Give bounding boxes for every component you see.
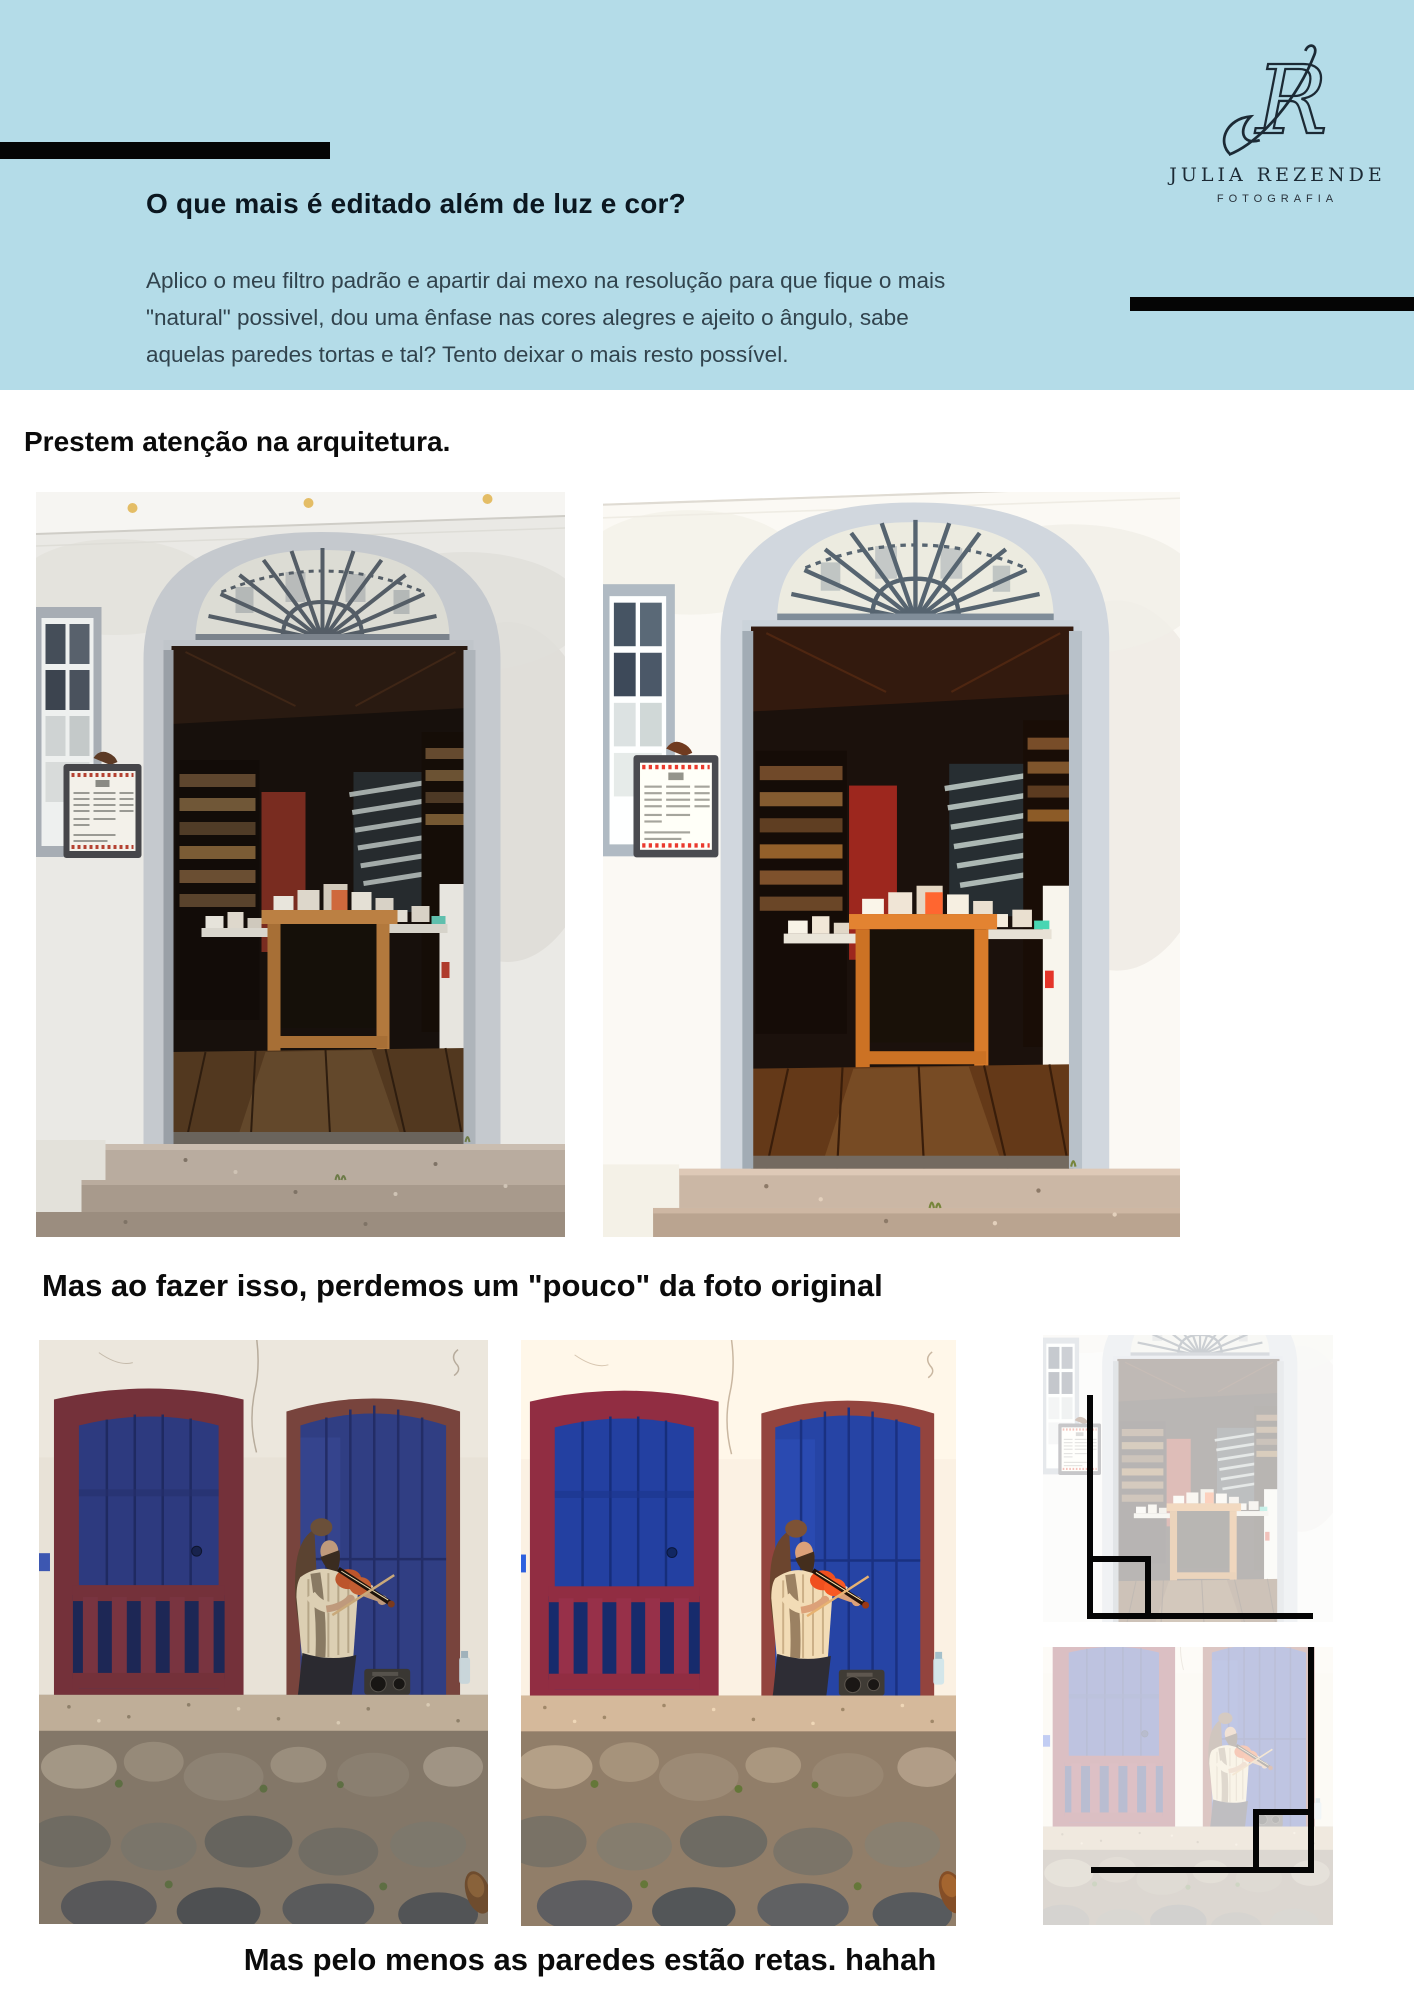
crop-mark-line [1087, 1613, 1313, 1619]
crop-mark-line [1253, 1809, 1259, 1873]
crop-mark-line [1308, 1647, 1314, 1873]
architecture-heading: Prestem atenção na arquitetura. [24, 426, 451, 457]
photo-bookstore-original [36, 492, 565, 1237]
crop-mark-line [1087, 1395, 1093, 1619]
logo-monogram-letter: R [1255, 45, 1327, 156]
crop-mark-line [1087, 1556, 1151, 1562]
logo [1150, 40, 1405, 230]
footer-caption: Mas pelo menos as paredes estão retas. hahah [243, 1942, 937, 1977]
crop-mark-line [1253, 1809, 1314, 1815]
photo-bookstore-crop-preview [1043, 1335, 1333, 1622]
logo-name: JULIA REZENDE [1169, 164, 1386, 186]
crop-mark-line [1145, 1556, 1151, 1619]
left-accent-bar [0, 142, 330, 159]
photo-violinist-edited [521, 1340, 956, 1926]
intro-paragraph-line: aquelas paredes tortas e tal? Tento deixar o mais resto possível. [146, 342, 789, 367]
photo-violinist-crop-preview [1043, 1647, 1333, 1925]
intro-paragraph-line: Aplico o meu filtro padrão e apartir dai mexo na resolução para que fique o mais [146, 268, 946, 293]
crop-mark-line [1091, 1867, 1314, 1873]
logo-subtitle: FOTOGRAFIA [1216, 193, 1339, 205]
photo-bookstore-edited [603, 492, 1180, 1237]
logo-monogram-icon [1214, 40, 1342, 162]
tradeoff-heading: Mas ao fazer isso, perdemos um "pouco" da foto original [42, 1268, 883, 1303]
intro-paragraph-line: "natural" possivel, dou uma ênfase nas cores alegres e ajeito o ângulo, sabe [146, 305, 909, 330]
intro-heading: O que mais é editado além de luz e cor? [146, 188, 686, 219]
right-accent-bar [1130, 297, 1414, 311]
intro-paragraph [146, 262, 945, 373]
photo-violinist-original [39, 1340, 488, 1924]
